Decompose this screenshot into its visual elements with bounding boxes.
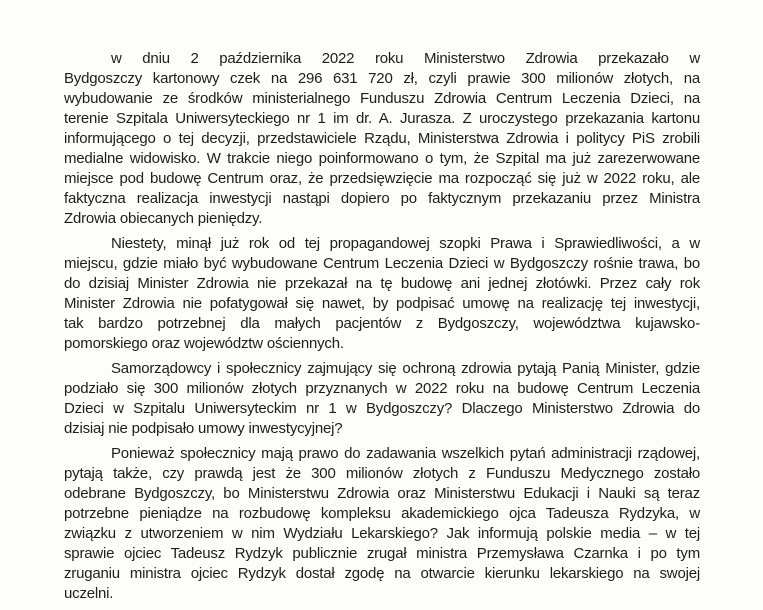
text-line: do dzisiaj Minister Zdrowia nie przekazał na tę budowę ani jednej złotówki. Przez cały rok	[64, 275, 700, 292]
text-line: Bydgoszczy kartonowy czek na 296 631 720 zł, czyli prawie 300 milionów złotych, na	[64, 70, 700, 87]
text-line: Ponieważ społecznicy mają prawo do zadawania wszelkich pytań administracji rządowej,	[111, 445, 700, 462]
text-line: Zdrowia obiecanych pieniędzy.	[64, 210, 263, 227]
text-line: dzisiaj nie podpisało umowy inwestycyjnej?	[64, 420, 343, 437]
text-line: miejscu, gdzie miało być wybudowane Centrum Leczenia Dzieci w Bydgoszczy rośnie trawa, bo	[64, 255, 700, 272]
text-line: odebrane Bydgoszczy, bo Ministerstwu Zdrowia oraz Ministerstwu Edukacji i Nauki są teraz	[64, 485, 700, 502]
text-line: Minister Zdrowia nie pofatygował się nawet, by podpisać umowę na realizację tej inwestycji,	[64, 295, 700, 312]
paragraph	[64, 444, 700, 604]
text-line: sprawie ojciec Tadeusz Rydzyk publicznie zrugał ministra Przemysława Czarnka i po tym	[64, 545, 700, 562]
document-body	[64, 49, 700, 609]
paragraph	[64, 49, 700, 229]
text-line: informującego o tej decyzji, przedstawiciele Rządu, Ministerstwa Zdrowia i politycy PiS zrobili	[64, 130, 700, 147]
text-line: pomorskiego oraz województw ościennych.	[64, 335, 344, 352]
text-line: Samorządowcy i społecznicy zajmujący się ochroną zdrowia pytają Panią Minister, gdzie	[111, 360, 700, 377]
text-line: tak bardzo potrzebnej dla małych pacjentów z Bydgoszczy, województwa kujawsko-	[64, 315, 700, 332]
text-line: uczelni.	[64, 585, 114, 602]
text-line: faktyczna realizacja inwestycji nastąpi dopiero po faktycznym przekazaniu przez Ministra	[64, 190, 700, 207]
text-line: zruganiu ministra ojciec Rydzyk dostał zgodę na otwarcie kierunku lekarskiego na swojej	[64, 565, 700, 582]
text-line: w dniu 2 października 2022 roku Ministerstwo Zdrowia przekazało w	[111, 50, 700, 67]
paragraph	[64, 359, 700, 439]
text-line: wybudowanie ze środków ministerialnego Funduszu Zdrowia Centrum Leczenia Dzieci, na	[64, 90, 700, 107]
text-line: miejsce pod budowę Centrum oraz, że przedsięwzięcie ma rozpocząć się już w 2022 roku, ale	[64, 170, 700, 187]
text-line: terenie Szpitala Uniwersyteckiego nr 1 im dr. A. Jurasza. Z uroczystego przekazania kartonu	[64, 110, 700, 127]
text-line: związku z utworzeniem w nim Wydziału Lekarskiego? Jak informują polskie media – w tej	[64, 525, 700, 542]
paragraph	[64, 234, 700, 354]
text-line: pytają także, czy prawdą jest że 300 milionów złotych z Funduszu Medycznego zostało	[64, 465, 700, 482]
text-line: podziało się 300 milionów złotych przyznanych w 2022 roku na budowę Centrum Leczenia	[64, 380, 700, 397]
text-line: potrzebne pieniądze na rozbudowę kompleksu akademickiego ojca Tadeusza Rydzyka, w	[64, 505, 700, 522]
text-line: Dzieci w Szpitalu Uniwersyteckim nr 1 w Bydgoszczy? Dlaczego Ministerstwo Zdrowia do	[64, 400, 700, 417]
text-line: Niestety, minął już rok od tej propagandowej szopki Prawa i Sprawiedliwości, a w	[111, 235, 700, 252]
text-line: medialne widowisko. W trakcie niego poinformowano o tym, że Szpital ma już zarezerwowane	[64, 150, 700, 167]
